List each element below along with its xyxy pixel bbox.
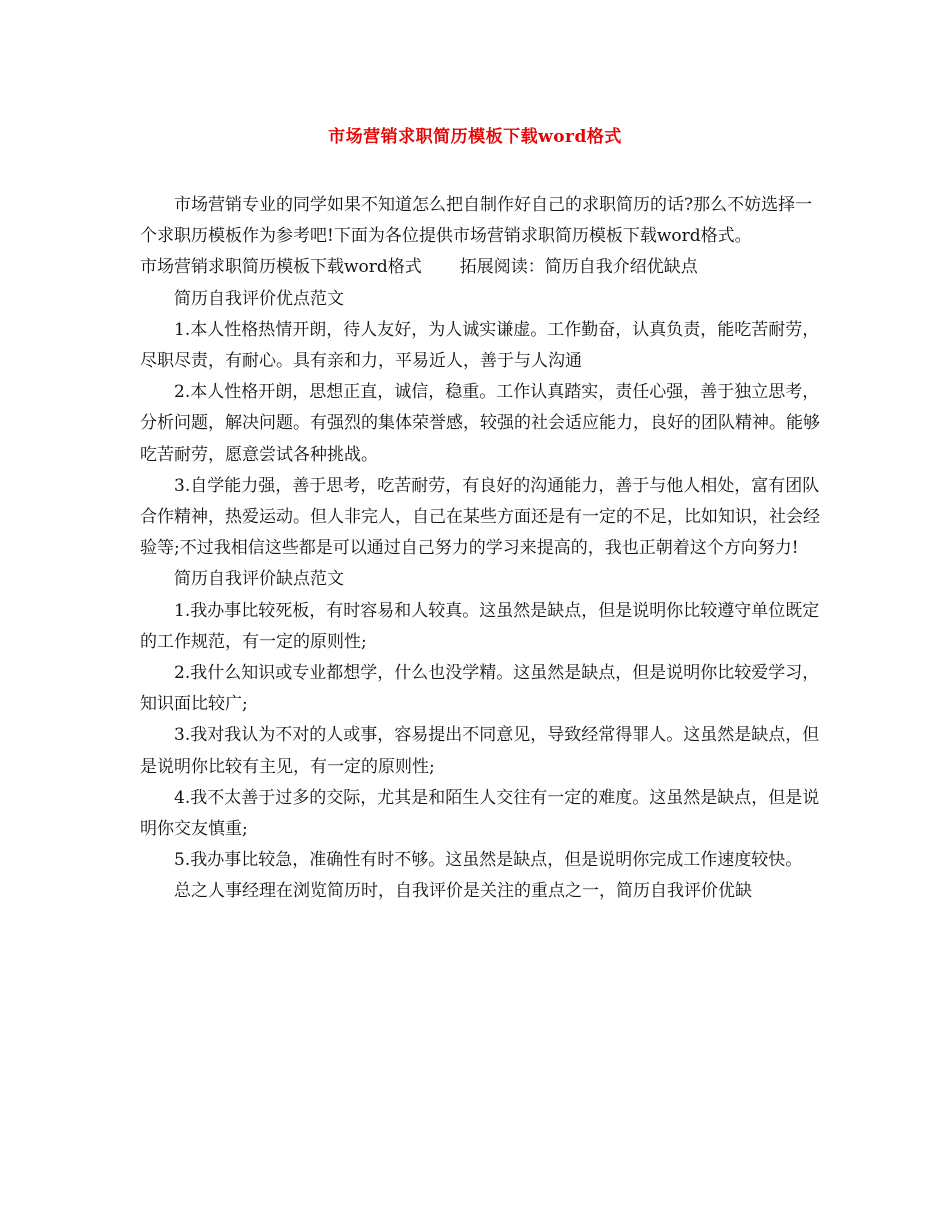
strength-item-2: 2.本人性格开朗，思想正直，诚信，稳重。工作认真踏实，责任心强，善于独立思考，分析问题，解决问题。有强烈的集体荣誉感，较强的社会适应能力，良好的团队精神。能够吃苦耐劳，愿意尝试各种挑战。: [140, 382, 820, 465]
weakness-item-2: 2.我什么知识或专业都想学，什么也没学精。这虽然是缺点，但是说明你比较爱学习，知识面比较广;: [140, 663, 820, 715]
link-line-right: 拓展阅读：简历自我介绍优缺点: [459, 257, 698, 278]
weakness-item-5: 5.我办事比较急，准确性有时不够。这虽然是缺点，但是说明你完成工作速度较快。: [174, 850, 803, 871]
weakness-item-4: 4.我不太善于过多的交际，尤其是和陌生人交往有一定的难度。这虽然是缺点，但是说明你交友慎重;: [140, 787, 820, 840]
strength-item-3: 3.自学能力强，善于思考，吃苦耐劳，有良好的沟通能力，善于与他人相处，富有团队合作精神，热爱运动。但人非完人，自己在某些方面还是有一定的不足，比如知识，社会经验等;不过我相信这些都是可以通过自己努力的学习来提高的，我也正朝着这个方向努力!: [140, 475, 820, 559]
document-title: 市场营销求职简历模板下载word格式: [328, 127, 622, 147]
weakness-item-1: 1.我办事比较死板，有时容易和人较真。这虽然是缺点，但是说明你比较遵守单位既定的工作规范，有一定的原则性;: [140, 600, 820, 652]
document-body: [140, 190, 820, 908]
intro-paragraph: 市场营销专业的同学如果不知道怎么把自制作好自己的求职简历的话?那么不妨选择一个求职历模板作为参考吧!下面为各位提供市场营销求职简历模板下载word格式。: [140, 195, 813, 247]
strengths-heading: 简历自我评价优点范文: [174, 288, 344, 309]
weakness-item-3: 3.我对我认为不对的人或事，容易提出不同意见，导致经常得罪人。这虽然是缺点，但是说明你比较有主见，有一定的原则性;: [140, 725, 820, 777]
conclusion-paragraph: 总之人事经理在浏览简历时，自我评价是关注的重点之一，简历自我评价优缺: [174, 881, 752, 902]
strength-item-1: 1.本人性格热情开朗，待人友好，为人诚实谦虚。工作勤奋，认真负责，能吃苦耐劳，尽职尽责，有耐心。具有亲和力，平易近人，善于与人沟通: [140, 319, 820, 372]
weaknesses-heading: 简历自我评价缺点范文: [174, 569, 344, 590]
link-line: [140, 252, 820, 283]
link-line-left: 市场营销求职简历模板下载word格式: [140, 257, 422, 278]
